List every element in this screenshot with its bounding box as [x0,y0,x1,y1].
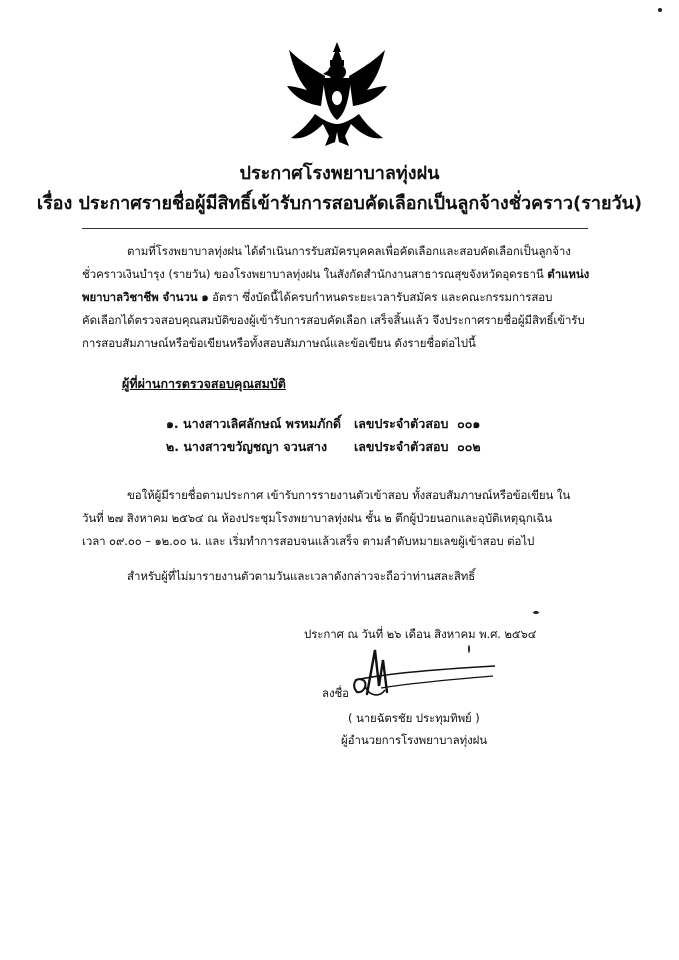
announcement-title: ประกาศโรงพยาบาลทุ่งฝน [239,163,440,184]
body-paragraph-1-line-3 [82,286,552,309]
title-divider [82,228,588,229]
body-paragraph-1-line-4: คัดเลือกได้ตรวจสอบคุณสมบัติของผู้เข้ารับการสอบคัดเลือก เสร็จสิ้นแล้ว จึงประกาศรายชื่อผู้มีสิทธิ์เข้ารับ [82,313,585,327]
position-label: ตำแหน่ง [547,267,590,281]
exam-number: ๐๐๒ [457,439,481,454]
candidate-name: นางสาวเลิศลักษณ์ พรหมภักดิ์ [183,416,342,431]
candidate-exam-id [354,437,481,457]
section-title: ผู้ที่ผ่านการตรวจสอบคุณสมบัติ [122,376,286,391]
exam-number: ๐๐๑ [457,416,481,431]
signature-image [345,646,505,706]
body-paragraph-2-line-1: ขอให้ผู้มีรายชื่อตามประกาศ เข้ารับการรายงานตัวเข้าสอบ ทั้งสอบสัมภาษณ์หรือข้อเขียน ใน [127,488,571,502]
body-paragraph-3: สำหรับผู้ที่ไม่มารายงานตัวตามวันและเวลาดังกล่าวจะถือว่าท่านสละสิทธิ์ [127,569,476,583]
scan-speck [658,8,662,12]
candidate-number: ๒. [166,439,179,454]
signer-title: ผู้อำนวยการโรงพยาบาลทุ่งฝน [341,733,488,747]
garuda-emblem-icon [285,40,389,150]
scan-speck [533,611,539,614]
body-paragraph-2-line-3: เวลา ๐๙.๐๐ – ๑๒.๐๐ น. และ เริ่มทำการสอบจนแล้วเสร็จ ตามลำดับหมายเลขผู้เข้าสอบ ต่อไป [82,534,535,548]
position-value: พยาบาลวิชาชีพ จำนวน ๑ [82,290,209,304]
body-paragraph-1-line-5: การสอบสัมภาษณ์หรือข้อเขียนหรือทั้งสอบสัมภาษณ์และข้อเขียน ดังรายชื่อต่อไปนี้ [82,336,476,350]
scan-speck [468,645,470,653]
candidate-row [166,437,327,457]
candidate-row [166,414,341,434]
candidate-number: ๑. [166,416,179,431]
candidate-exam-id [354,414,480,434]
body-text: ชั่วคราวเงินบำรุง (รายวัน) ของโรงพยาบาลทุ่งฝน ในสังกัดสำนักงานสาธารณสุขจังหวัดอุดรธานี [82,267,544,281]
body-paragraph-2-line-2: วันที่ ๒๗ สิงหาคม ๒๕๖๔ ณ ห้องประชุมโรงพยาบาลทุ่งฝน ชั้น ๒ ตึกผู้ป่วยนอกและอุบัติเหตุฉุกเฉิน [82,511,553,525]
announcement-date: ประกาศ ณ วันที่ ๒๖ เดือน สิงหาคม พ.ศ. ๒๕๖๔ [304,627,537,641]
exam-label: เลขประจำตัวสอบ [354,439,449,454]
body-paragraph-1-line-2 [82,263,589,286]
candidate-name: นางสาวขวัญชญา จวนสาง [183,439,328,454]
signature-label: ลงชื่อ [322,686,349,700]
exam-label: เลขประจำตัวสอบ [354,416,449,431]
signer-name: ( นายฉัตรชัย ประทุมทิพย์ ) [348,711,480,725]
announcement-subject: เรื่อง ประกาศรายชื่อผู้มีสิทธิ์เข้ารับการสอบคัดเลือกเป็นลูกจ้างชั่วคราว(รายวัน) [36,193,643,214]
body-paragraph-1-line-1: ตามที่โรงพยาบาลทุ่งฝน ได้ดำเนินการรับสมัครบุคคลเพื่อคัดเลือกและสอบคัดเลือกเป็นลูกจ้าง [127,244,571,258]
body-text: อัตรา ซึ่งบัดนี้ได้ครบกำหนดระยะเวลารับสมัคร และคณะกรรมการสอบ [212,290,553,304]
